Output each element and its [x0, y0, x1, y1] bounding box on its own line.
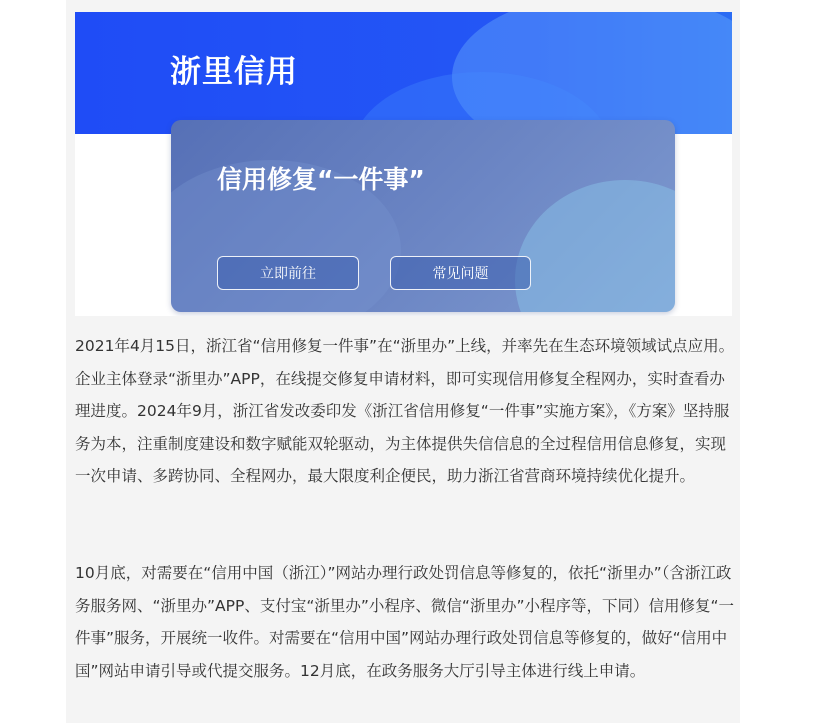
- card-title: 信用修复“一件事”: [217, 165, 425, 194]
- brand-title: 浙里信用: [170, 54, 298, 90]
- article-paragraph: 2021年4月15日，浙江省“信用修复一件事”在“浙里办”上线，并率先在生态环境领域试点应用。企业主体登录“浙里办”APP，在线提交修复申请材料，即可实现信用修复全程网办，实时查看办理进度。2024年9月，浙江省发改委印发《浙江省信用修复“一件事”实施方案》，《方案》坚持服务为本，注重制度建设和数字赋能双轮驱动，为主体提供失信信息的全过程信用信息修复，实现一次申请、多跨协同、全程网办，最大限度利企便民，助力浙江省营商环境持续优化提升。: [75, 337, 735, 485]
- article-paragraph: 10月底，对需要在“信用中国（浙江）”网站办理行政处罚信息等修复的，依托“浙里办”（含浙江政务服务网、“浙里办”APP、支付宝“浙里办”小程序、微信“浙里办”小程序等，下同）信用修复“一件事”服务，开展统一收件。对需要在“信用中国”网站办理行政处罚信息等修复的，做好“信用中国”网站申请引导或代提交服务。12月底，在政务服务大厅引导主体进行线上申请。: [75, 564, 735, 680]
- credit-repair-card: [171, 120, 675, 312]
- embedded-app-screenshot: [75, 12, 732, 316]
- card-decoration: [515, 180, 675, 312]
- banner: [75, 12, 732, 134]
- go-now-button[interactable]: 立即前往: [217, 256, 359, 290]
- faq-button[interactable]: 常见问题: [390, 256, 531, 290]
